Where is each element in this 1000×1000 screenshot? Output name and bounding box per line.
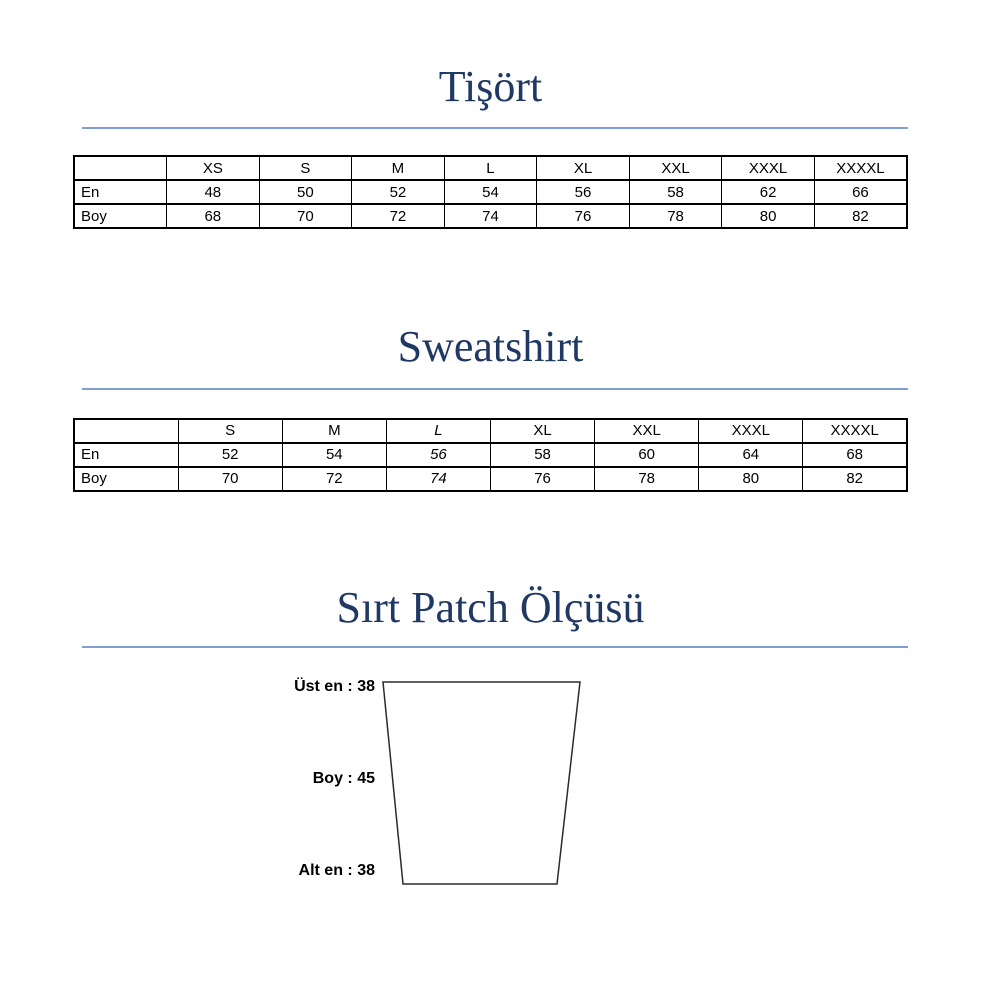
size-value-cell: 74 (444, 204, 537, 228)
section-divider-line (82, 646, 908, 648)
size-value-cell: 54 (282, 443, 386, 467)
back-patch-section-title: Sırt Patch Ölçüsü (336, 582, 645, 632)
size-value-cell: 74 (386, 467, 490, 491)
size-value-cell: 62 (722, 180, 815, 204)
corner-cell (74, 156, 167, 180)
size-value-cell: 78 (595, 467, 699, 491)
size-value-cell: 52 (352, 180, 445, 204)
tisort-section-title: Tişört (438, 62, 543, 111)
size-column-header-m: M (282, 419, 386, 443)
size-value-cell: 82 (803, 467, 907, 491)
row-label-boy: Boy (74, 204, 167, 228)
size-column-header-xl: XL (537, 156, 630, 180)
back-patch-diagram (73, 678, 908, 891)
tisort-size-table (73, 155, 908, 229)
size-value-cell: 70 (178, 467, 282, 491)
section-divider-line (82, 388, 908, 390)
size-column-header-xxl: XXL (629, 156, 722, 180)
size-chart-document (73, 0, 908, 891)
size-column-header-xxxl: XXXL (722, 156, 815, 180)
size-column-header-m: M (352, 156, 445, 180)
measurement-row-boy (74, 204, 907, 228)
size-value-cell: 68 (803, 443, 907, 467)
size-value-cell: 78 (629, 204, 722, 228)
sweatshirt-section-title: Sweatshirt (397, 322, 584, 372)
row-label-en: En (74, 443, 178, 467)
size-value-cell: 56 (537, 180, 630, 204)
size-value-cell: 80 (699, 467, 803, 491)
size-value-cell: 58 (491, 443, 595, 467)
size-column-header-xxxxl: XXXXL (814, 156, 907, 180)
size-column-header-xl: XL (491, 419, 595, 443)
trapezoid-outline-icon (382, 681, 582, 886)
size-value-cell: 64 (699, 443, 803, 467)
size-value-cell: 76 (491, 467, 595, 491)
size-value-cell: 76 (537, 204, 630, 228)
size-header-row (74, 156, 907, 180)
size-value-cell: 58 (629, 180, 722, 204)
length-label: Boy : 45 (312, 770, 375, 788)
size-column-header-xxxl: XXXL (699, 419, 803, 443)
bottom-width-label: Alt en : 38 (298, 862, 375, 880)
size-value-cell: 52 (178, 443, 282, 467)
sweatshirt-size-table (73, 418, 908, 492)
size-column-header-xxl: XXL (595, 419, 699, 443)
section-divider-line (82, 127, 908, 129)
size-value-cell: 68 (167, 204, 260, 228)
size-value-cell: 54 (444, 180, 537, 204)
size-value-cell: 72 (352, 204, 445, 228)
size-value-cell: 60 (595, 443, 699, 467)
size-value-cell: 82 (814, 204, 907, 228)
size-header-row (74, 419, 907, 443)
corner-cell (74, 419, 178, 443)
measurement-row-en (74, 443, 907, 467)
size-value-cell: 56 (386, 443, 490, 467)
size-value-cell: 80 (722, 204, 815, 228)
size-value-cell: 66 (814, 180, 907, 204)
size-column-header-xxxxl: XXXXL (803, 419, 907, 443)
row-label-boy: Boy (74, 467, 178, 491)
top-width-label: Üst en : 38 (294, 678, 375, 696)
size-value-cell: 72 (282, 467, 386, 491)
row-label-en: En (74, 180, 167, 204)
size-column-header-xs: XS (167, 156, 260, 180)
size-column-header-s: S (178, 419, 282, 443)
size-value-cell: 50 (259, 180, 352, 204)
measurement-row-boy (74, 467, 907, 491)
size-column-header-s: S (259, 156, 352, 180)
measurement-row-en (74, 180, 907, 204)
size-value-cell: 48 (167, 180, 260, 204)
patch-trapezoid-shape (382, 681, 582, 886)
size-column-header-l: L (386, 419, 490, 443)
size-column-header-l: L (444, 156, 537, 180)
size-value-cell: 70 (259, 204, 352, 228)
